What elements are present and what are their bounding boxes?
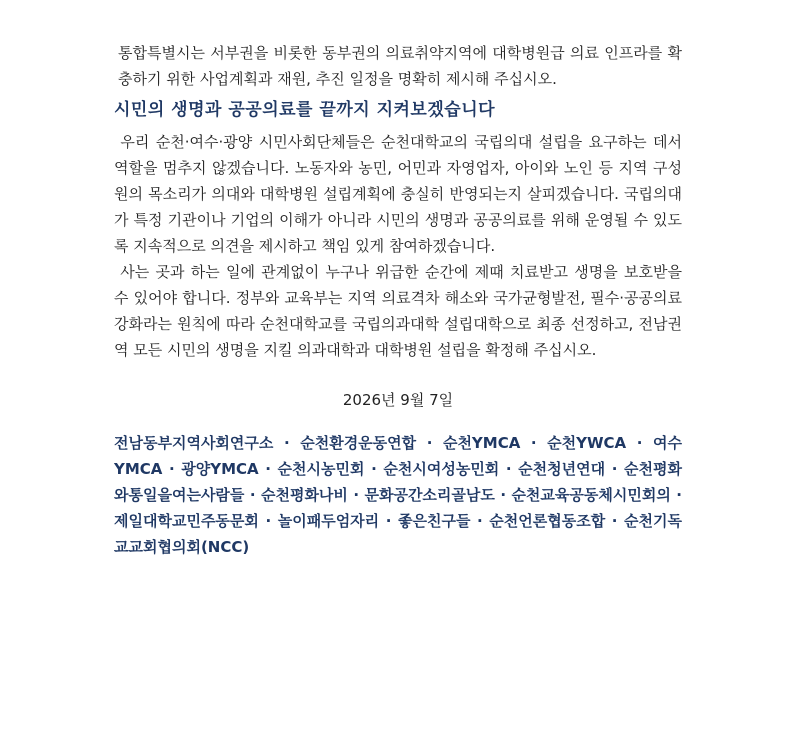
organization-name: 순천기독교교회협의회(NCC) [114, 512, 682, 556]
organization-name: 놀이패두엄자리 [277, 512, 380, 530]
organization-name: 순천교육공동체시민회의 [511, 486, 671, 504]
organization-name: 순천언론협동조합 [489, 512, 606, 530]
organization-separator: · [499, 460, 519, 478]
organization-name: 좋은친구들 [398, 512, 471, 530]
organization-name: 문화공간소리골남도 [364, 486, 495, 504]
body-paragraph-3-text: 사는 곳과 하는 일에 관계없이 누구나 위급한 순간에 제때 치료받고 생명을 보호받을 수 있어야 합니다. 정부와 교육부는 지역 의료격차 해소와 국가균형발전, 필수·공공의료 강화라는 원칙에 따라 순천대학교를 국립의과대학 설립대학으로 최종 선정하고, 전남권역 모든 시민의 생명을 지킬 의과대학과 대학병원 설립을 확정해 주십시오. [114, 263, 682, 359]
organization-separator: · [520, 434, 548, 452]
intro-paragraph: 통합특별시는 서부권을 비롯한 동부권의 의료취약지역에 대학병원급 의료 인프라를 확충하기 위한 사업계획과 재원, 추진 일정을 명확히 제시해 주십시오. [118, 44, 682, 88]
organization-separator: · [244, 486, 261, 504]
organization-name: 여수YMCA [114, 434, 682, 478]
body-paragraph-2-text: 우리 순천·여수·광양 시민사회단체들은 순천대학교의 국립의대 설립을 요구하는 데서 역할을 멈추지 않겠습니다. 노동자와 농민, 어민과 자영업자, 아이와 노인 등 지역 구성원의 목소리가 의대와 대학병원 설립계획에 충실히 반영되는지 살피겠습니다. 국립의대가 특정 기관이나 기업의 이해가 아니라 시민의 생명과 공공의료를 위해 운영될 수 있도록 지속적으로 의견을 제시하고 책임 있게 참여하겠습니다. [114, 133, 682, 255]
statement-date: 2026년 9월 7일 [342, 391, 454, 409]
signatory-organizations [114, 430, 682, 560]
organization-name: 순천환경운동연합 [300, 434, 417, 452]
statement-document [114, 40, 682, 560]
organization-name: 광양YMCA [181, 460, 259, 478]
organization-separator: · [470, 512, 490, 530]
organization-name: 제일대학교민주동문회 [114, 512, 259, 530]
organization-separator: · [626, 434, 653, 452]
organization-name: 순천YWCA [547, 434, 627, 452]
organization-separator: · [347, 486, 365, 504]
organization-name: 순천청년연대 [518, 460, 606, 478]
body-paragraph-3 [114, 259, 682, 363]
organization-separator: · [605, 460, 624, 478]
organization-name: 순천평화나비 [260, 486, 348, 504]
organization-name: 순천YMCA [442, 434, 521, 452]
organization-separator: · [605, 512, 625, 530]
body-paragraph-2 [114, 129, 682, 259]
section-heading: 시민의 생명과 공공의료를 끝까지 지켜보겠습니다 [114, 100, 496, 120]
organization-separator: · [364, 460, 384, 478]
organization-separator: · [162, 460, 182, 478]
organization-name: 순천시여성농민회 [383, 460, 500, 478]
organization-separator: · [670, 486, 682, 504]
organization-separator: · [273, 434, 301, 452]
organization-name: 순천시농민회 [277, 460, 365, 478]
organization-separator: · [258, 512, 278, 530]
organization-name: 전남동부지역사회연구소 [114, 434, 274, 452]
organization-separator: · [416, 434, 443, 452]
organization-separator: · [258, 460, 278, 478]
organization-separator: · [379, 512, 398, 530]
organization-separator: · [494, 486, 512, 504]
organization-name: 순천평화와통일을여는사람들 [114, 460, 682, 504]
